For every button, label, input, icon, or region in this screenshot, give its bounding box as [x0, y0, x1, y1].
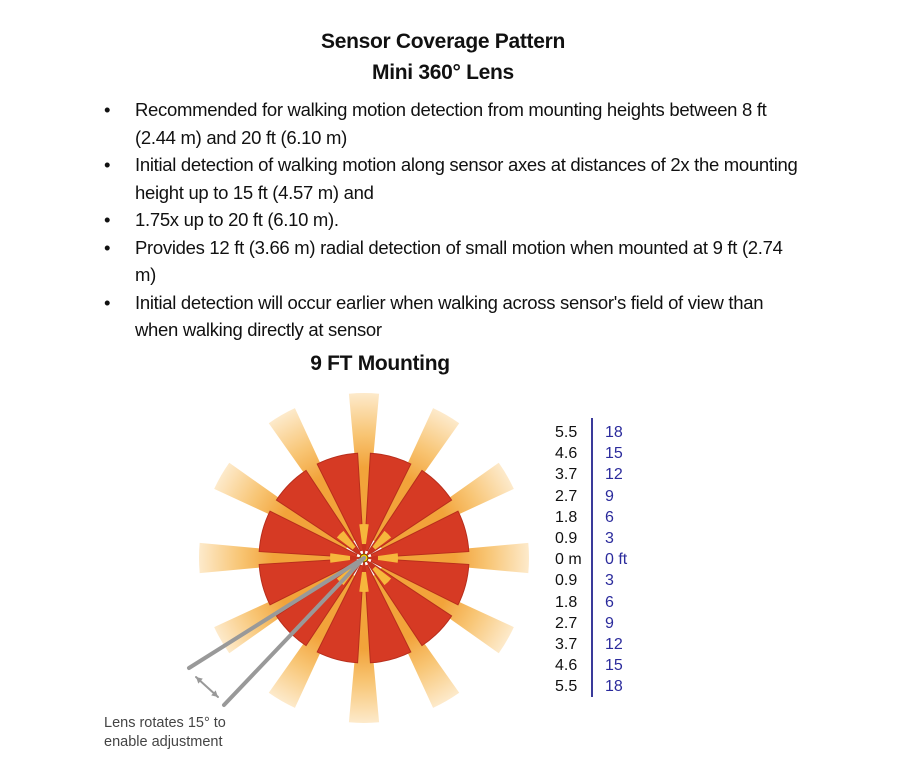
scale-feet: 6	[605, 593, 614, 611]
bullet-marker: •	[104, 209, 111, 230]
scale-meters: 2.7	[555, 614, 578, 632]
scale-row	[555, 507, 627, 528]
scale-row	[555, 464, 627, 485]
scale-row	[555, 655, 627, 676]
scale-feet: 18	[605, 678, 623, 696]
diagram-title: 9 FT Mounting	[310, 352, 450, 375]
scale-feet: 9	[605, 614, 614, 632]
list-item-text: Recommended for walking motion detection from mounting heights between 8 ft (2.44 m) and 20 ft (6.10 m)	[135, 99, 767, 148]
scale-feet: 9	[605, 487, 614, 505]
scale-meters: 5.5	[555, 678, 578, 696]
scale-row	[555, 443, 627, 464]
scale-meters: 1.8	[555, 508, 578, 526]
scale-meters: 1.8	[555, 593, 578, 611]
scale-meters: 5.5	[555, 424, 578, 441]
bullet-marker: •	[104, 291, 111, 313]
scale-feet: 3	[605, 529, 614, 547]
caption-line-2: enable adjustment	[104, 734, 223, 750]
scale-feet: 15	[605, 445, 623, 463]
scale-meters: 3.7	[555, 466, 578, 484]
scale-row	[555, 570, 627, 591]
scale-feet: 12	[605, 466, 623, 484]
distance-scale	[555, 422, 627, 697]
scale-row	[555, 634, 627, 655]
scale-row	[555, 528, 627, 549]
scale-row	[555, 676, 627, 697]
caption-line-1: Lens rotates 15° to	[104, 715, 226, 731]
scale-meters: 0.9	[555, 529, 578, 547]
bullet-marker: •	[104, 154, 111, 175]
list-item-text: Provides 12 ft (3.66 m) radial detection of small motion when mounted at 9 ft (2.74 m)	[135, 236, 783, 285]
scale-meters: 4.6	[555, 657, 578, 675]
scale-feet: 0 ft	[605, 551, 628, 569]
scale-row	[555, 422, 627, 443]
scale-row	[555, 549, 627, 570]
scale-row	[555, 592, 627, 613]
scale-feet: 15	[605, 657, 623, 675]
scale-feet: 18	[605, 424, 623, 441]
scale-meters: 0.9	[555, 572, 578, 590]
scale-meters: 4.6	[555, 445, 578, 463]
scale-feet: 6	[605, 508, 614, 526]
scale-feet: 12	[605, 635, 623, 653]
bullet-marker: •	[104, 99, 111, 120]
scale-row	[555, 486, 627, 507]
list-item-text: Initial detection will occur earlier when walking across sensor's field of view than when walking directly at sensor	[135, 291, 764, 340]
bullet-marker: •	[104, 236, 111, 258]
scale-meters: 3.7	[555, 635, 578, 653]
page-subtitle: Mini 360° Lens	[372, 61, 514, 84]
lens-rotation-caption	[104, 714, 226, 752]
scale-feet: 3	[605, 572, 614, 590]
list-item-text: 1.75x up to 20 ft (6.10 m).	[135, 209, 339, 230]
scale-meters: 0 m	[555, 551, 582, 569]
page-title: Sensor Coverage Pattern	[320, 30, 566, 53]
scale-row	[555, 613, 627, 634]
scale-meters: 2.7	[555, 487, 578, 505]
list-item-text: Initial detection of walking motion along sensor axes at distances of 2x the mounting height up to 15 ft (4.57 m) and	[135, 154, 798, 203]
